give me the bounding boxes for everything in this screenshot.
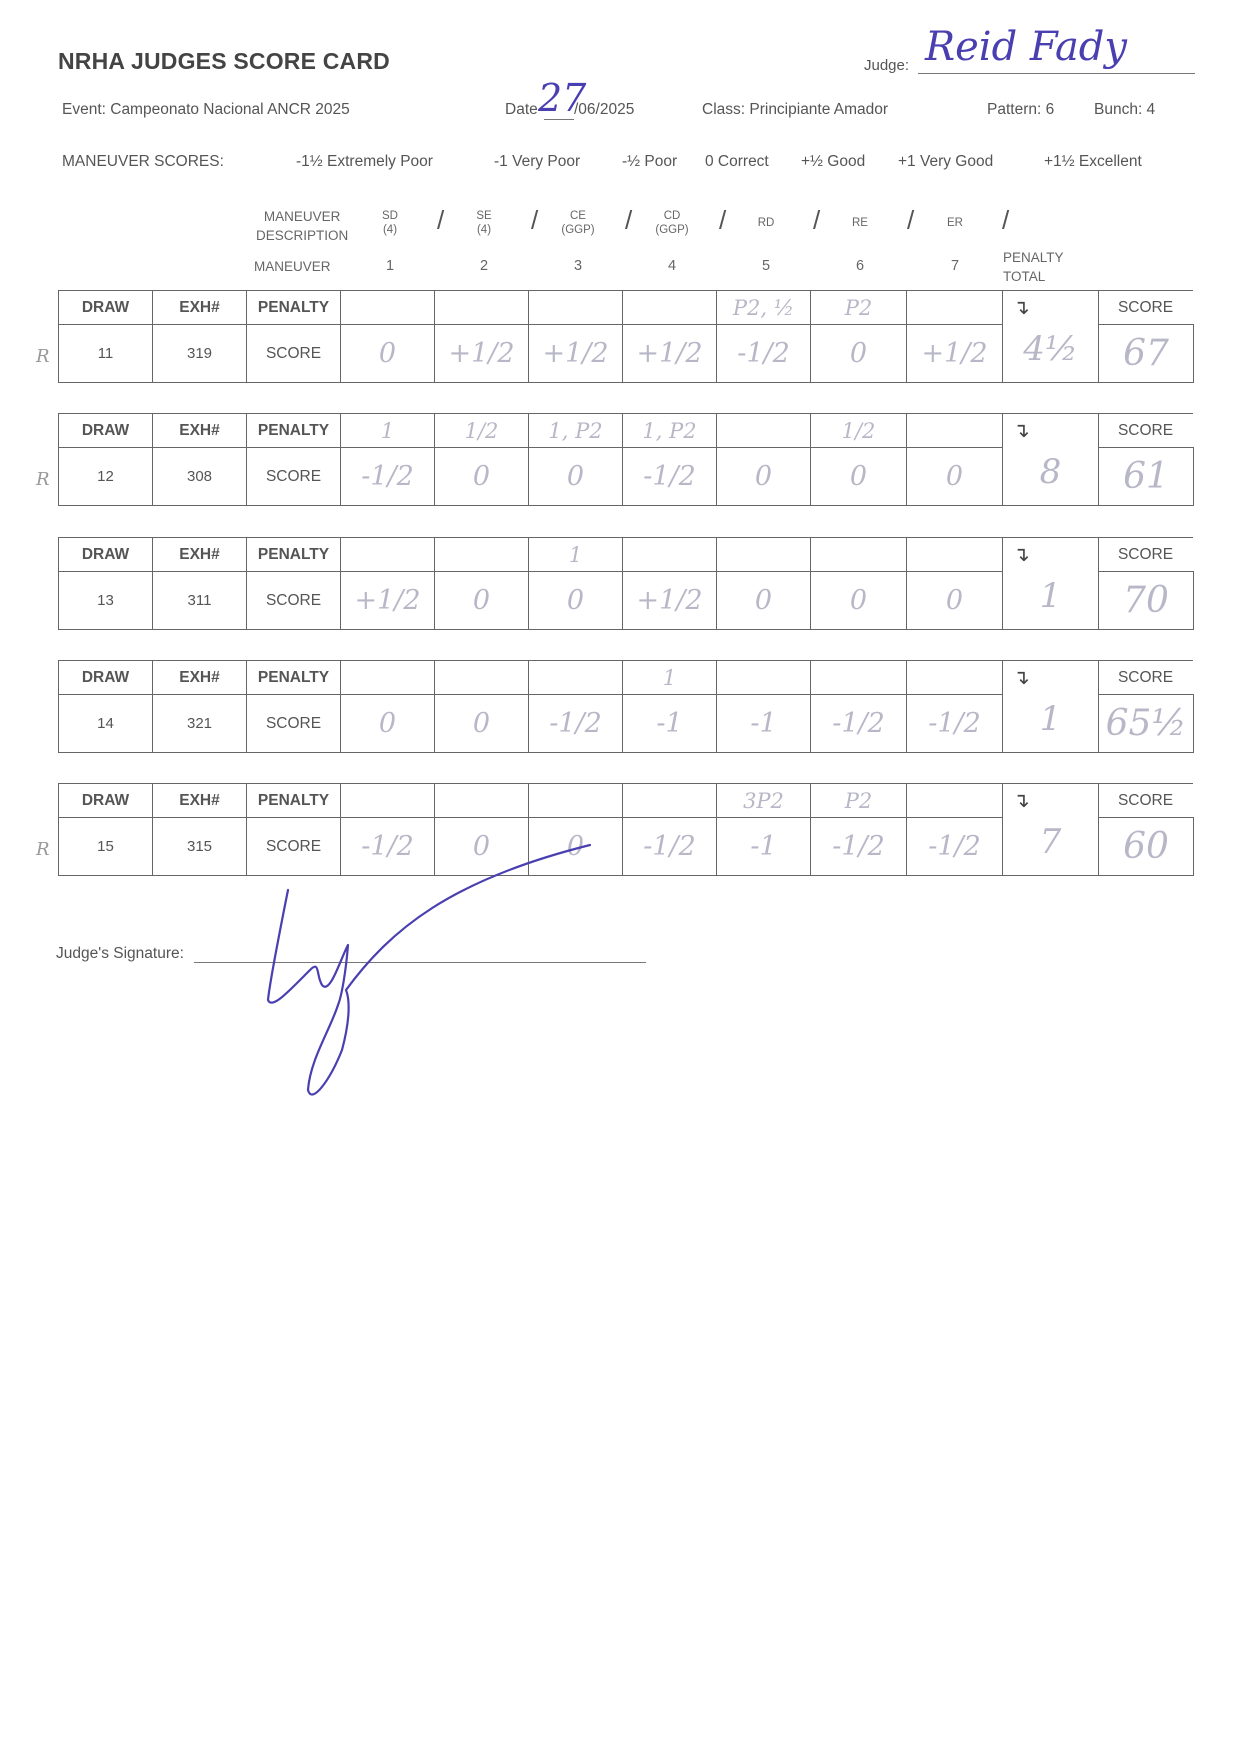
exh-value — [152, 447, 247, 506]
draw-header — [58, 413, 153, 448]
description-separator: / — [625, 205, 633, 235]
exh-value-text: 308 — [186, 468, 213, 485]
penalty-cell-maneuver-7 — [906, 290, 1003, 325]
penalty-total-cell — [1002, 783, 1099, 876]
penalty-cell-maneuver-7 — [906, 413, 1003, 448]
score-cell-maneuver-3-text: 0 — [566, 461, 585, 492]
score-cell-maneuver-1-text: -1/2 — [361, 461, 414, 492]
draw-header-text: DRAW — [81, 421, 130, 439]
score-cell-maneuver-2-text: 0 — [472, 585, 491, 616]
score-cell-maneuver-4-text: -1/2 — [643, 461, 696, 492]
exh-value-text: 311 — [187, 592, 212, 609]
penalty-cell-maneuver-5 — [716, 290, 811, 325]
exh-value-text: 321 — [186, 715, 213, 732]
score-cell-maneuver-4 — [622, 571, 717, 630]
exh-value-text: 315 — [186, 838, 213, 855]
penalty-cell-maneuver-1-text: 1 — [380, 418, 395, 443]
score-cell-maneuver-3-text: +1/2 — [542, 338, 609, 369]
side-margin-mark: R — [36, 469, 50, 490]
penalty-header — [246, 537, 341, 572]
score-cell-maneuver-6 — [810, 324, 907, 383]
maneuver-description-label: MANEUVER DESCRIPTION — [256, 209, 349, 243]
description-separator: / — [813, 205, 821, 235]
score-cell-maneuver-5-text: 0 — [754, 585, 773, 616]
score-cell-maneuver-4-text: +1/2 — [636, 338, 703, 369]
score-row-label — [246, 447, 341, 506]
score-cell-maneuver-5-text: -1 — [750, 831, 777, 862]
entry-block — [58, 660, 1193, 753]
penalty-cell-maneuver-5 — [716, 537, 811, 572]
maneuver-label: MANEUVER — [254, 259, 331, 274]
penalty-header — [246, 290, 341, 325]
maneuver-number-3: 3 — [573, 258, 583, 274]
score-cell-maneuver-5 — [716, 817, 811, 876]
penalty-cell-maneuver-4 — [622, 290, 717, 325]
penalty-cell-maneuver-6 — [810, 413, 907, 448]
draw-header — [58, 537, 153, 572]
score-cell-maneuver-4-text: -1/2 — [643, 831, 696, 862]
final-score-label: SCORE — [1098, 783, 1193, 817]
score-cell-maneuver-7-text: 0 — [945, 461, 964, 492]
maneuver-description-2 — [454, 209, 514, 237]
judge-name-handwritten: Reid Fady — [925, 24, 1127, 70]
draw-value-text: 14 — [97, 715, 114, 732]
scale-excellent: +1½ Excellent — [1044, 153, 1142, 170]
draw-header-text: DRAW — [81, 668, 130, 686]
draw-header-text: DRAW — [81, 298, 130, 316]
penalty-cell-maneuver-3 — [528, 660, 623, 695]
score-cell-maneuver-4 — [622, 694, 717, 753]
penalty-cell-maneuver-6 — [810, 537, 907, 572]
final-score-cell — [1098, 694, 1194, 753]
draw-value — [58, 324, 153, 383]
score-row-label-text: SCORE — [265, 591, 322, 609]
exh-value — [152, 571, 247, 630]
draw-header-text: DRAW — [81, 791, 130, 809]
score-cell-maneuver-1-text: 0 — [378, 338, 397, 369]
penalty-header-text: PENALTY — [257, 545, 330, 563]
penalty-total-value: 4½ — [1023, 329, 1078, 369]
score-cell-maneuver-5 — [716, 571, 811, 630]
score-cell-maneuver-7 — [906, 324, 1003, 383]
scale-extremely-poor: -1½ Extremely Poor — [296, 153, 433, 170]
draw-value — [58, 817, 153, 876]
penalty-cell-maneuver-5-text: P2, ½ — [732, 295, 795, 320]
maneuver-number-7: 7 — [950, 258, 960, 274]
maneuver-code: CE — [570, 210, 586, 222]
score-cell-maneuver-1 — [340, 694, 435, 753]
score-cell-maneuver-2 — [434, 571, 529, 630]
score-cell-maneuver-2-text: +1/2 — [448, 338, 515, 369]
score-cell-maneuver-3 — [528, 571, 623, 630]
score-cell-maneuver-4 — [622, 447, 717, 506]
score-cell-maneuver-2 — [434, 324, 529, 383]
penalty-cell-maneuver-1 — [340, 290, 435, 325]
maneuver-code: SE — [476, 210, 492, 222]
description-separator: / — [1002, 205, 1010, 235]
penalty-cell-maneuver-3-text: 1 — [568, 542, 583, 567]
penalty-cell-maneuver-3 — [528, 783, 623, 818]
final-score-cell-text: 60 — [1123, 826, 1169, 867]
exh-header — [152, 660, 247, 695]
penalty-cell-maneuver-2 — [434, 537, 529, 572]
penalty-cell-maneuver-5 — [716, 413, 811, 448]
penalty-cell-maneuver-3 — [528, 537, 623, 572]
penalty-cell-maneuver-2 — [434, 413, 529, 448]
maneuver-code-detail: (GGP) — [561, 224, 595, 236]
penalty-cell-maneuver-4 — [622, 413, 717, 448]
score-cell-maneuver-6-text: 0 — [849, 461, 868, 492]
penalty-total-value: 1 — [1039, 576, 1062, 616]
description-separator: / — [907, 205, 915, 235]
score-cell-maneuver-5 — [716, 447, 811, 506]
maneuver-number-5: 5 — [761, 258, 771, 274]
maneuver-number-6: 6 — [855, 258, 865, 274]
score-cell-maneuver-7-text: -1/2 — [928, 708, 981, 739]
penalty-cell-maneuver-2-text: 1/2 — [464, 418, 499, 443]
score-row-label — [246, 571, 341, 630]
maneuver-code: SD — [382, 210, 398, 222]
score-row-label-text: SCORE — [265, 467, 322, 485]
score-cell-maneuver-5-text: -1/2 — [737, 338, 790, 369]
draw-value-text: 13 — [97, 592, 114, 609]
exh-header — [152, 537, 247, 572]
score-cell-maneuver-4 — [622, 817, 717, 876]
exh-header — [152, 783, 247, 818]
description-separator: / — [437, 205, 445, 235]
score-cell-maneuver-3 — [528, 324, 623, 383]
score-cell-maneuver-6-text: 0 — [849, 585, 868, 616]
penalty-total-value: 7 — [1039, 822, 1062, 862]
description-separator: / — [531, 205, 539, 235]
draw-header — [58, 783, 153, 818]
draw-header — [58, 290, 153, 325]
score-cell-maneuver-1 — [340, 447, 435, 506]
penalty-cell-maneuver-4-text: 1 — [662, 665, 677, 690]
turn-arrow-icon: ↴ — [1013, 420, 1030, 442]
penalty-header — [246, 783, 341, 818]
penalty-cell-maneuver-6 — [810, 290, 907, 325]
penalty-cell-maneuver-1 — [340, 537, 435, 572]
event-name: Event: Campeonato Nacional ANCR 2025 — [62, 101, 350, 118]
score-cell-maneuver-1-text: 0 — [378, 708, 397, 739]
card-title: NRHA JUDGES SCORE CARD — [58, 48, 390, 74]
penalty-cell-maneuver-2 — [434, 783, 529, 818]
score-cell-maneuver-1 — [340, 571, 435, 630]
penalty-cell-maneuver-4 — [622, 660, 717, 695]
draw-header-text: DRAW — [81, 545, 130, 563]
score-cell-maneuver-4-text: +1/2 — [636, 585, 703, 616]
penalty-total-cell — [1002, 537, 1099, 630]
draw-value — [58, 571, 153, 630]
exh-value — [152, 817, 247, 876]
score-cell-maneuver-2 — [434, 447, 529, 506]
pattern-number: Pattern: 6 — [987, 101, 1055, 118]
exh-header — [152, 413, 247, 448]
maneuver-code-detail: (4) — [382, 224, 398, 236]
penalty-header — [246, 660, 341, 695]
maneuver-number-1: 1 — [385, 258, 395, 274]
score-cell-maneuver-6 — [810, 447, 907, 506]
score-cell-maneuver-3-text: -1/2 — [549, 708, 602, 739]
penalty-cell-maneuver-4-text: 1, P2 — [642, 418, 697, 443]
score-row-label-text: SCORE — [265, 837, 322, 855]
exh-header-text: EXH# — [179, 298, 220, 316]
exh-header-text: EXH# — [179, 421, 220, 439]
date-day-handwritten: 27 — [538, 76, 587, 120]
maneuver-number-4: 4 — [667, 258, 677, 274]
final-score-cell — [1098, 447, 1194, 506]
turn-arrow-icon: ↴ — [1013, 544, 1030, 566]
maneuver-code: ER — [947, 217, 963, 229]
score-cell-maneuver-7 — [906, 694, 1003, 753]
maneuver-scores-label: MANEUVER SCORES: — [62, 153, 224, 170]
final-score-cell — [1098, 571, 1194, 630]
maneuver-number-2: 2 — [479, 258, 489, 274]
score-cell-maneuver-2-text: 0 — [472, 708, 491, 739]
maneuver-code-detail: (4) — [476, 224, 492, 236]
maneuver-description-7 — [925, 216, 985, 230]
penalty-cell-maneuver-7 — [906, 783, 1003, 818]
entry-block — [36, 413, 1193, 506]
final-score-label: SCORE — [1098, 290, 1193, 324]
score-cell-maneuver-1-text: +1/2 — [354, 585, 421, 616]
maneuver-code: RE — [852, 217, 868, 229]
score-cell-maneuver-3-text: 0 — [566, 831, 585, 862]
side-margin-mark: R — [36, 839, 50, 860]
exh-header — [152, 290, 247, 325]
score-cell-maneuver-4-text: -1 — [656, 708, 683, 739]
penalty-cell-maneuver-5-text: 3P2 — [743, 788, 784, 813]
final-score-cell — [1098, 324, 1194, 383]
score-cell-maneuver-6-text: 0 — [849, 338, 868, 369]
maneuver-description-3 — [548, 209, 608, 237]
score-cell-maneuver-6 — [810, 694, 907, 753]
score-cell-maneuver-1 — [340, 324, 435, 383]
scale-good: +½ Good — [801, 153, 866, 170]
score-cell-maneuver-6-text: -1/2 — [832, 831, 885, 862]
turn-arrow-icon: ↴ — [1013, 667, 1030, 689]
draw-value — [58, 694, 153, 753]
scale-very-good: +1 Very Good — [898, 153, 994, 170]
final-score-cell-text: 70 — [1123, 580, 1169, 621]
entry-block — [36, 290, 1193, 383]
judge-line — [918, 73, 1195, 74]
penalty-cell-maneuver-4 — [622, 783, 717, 818]
penalty-cell-maneuver-2 — [434, 660, 529, 695]
penalty-cell-maneuver-2 — [434, 290, 529, 325]
draw-value-text: 11 — [97, 345, 114, 362]
penalty-cell-maneuver-6 — [810, 660, 907, 695]
penalty-header-text: PENALTY — [257, 298, 330, 316]
draw-header — [58, 660, 153, 695]
entry-block — [58, 537, 1193, 630]
entry-block — [36, 783, 1193, 876]
penalty-cell-maneuver-3 — [528, 290, 623, 325]
scale-very-poor: -1 Very Poor — [494, 153, 581, 170]
turn-arrow-icon: ↴ — [1013, 297, 1030, 319]
scale-poor: -½ Poor — [622, 153, 678, 170]
score-cell-maneuver-7-text: 0 — [945, 585, 964, 616]
penalty-header — [246, 413, 341, 448]
penalty-cell-maneuver-6-text: P2 — [844, 295, 873, 320]
final-score-cell-text: 67 — [1123, 333, 1169, 374]
penalty-cell-maneuver-1 — [340, 783, 435, 818]
penalty-cell-maneuver-7 — [906, 660, 1003, 695]
penalty-cell-maneuver-5 — [716, 783, 811, 818]
score-cell-maneuver-3-text: 0 — [566, 585, 585, 616]
score-cell-maneuver-2 — [434, 694, 529, 753]
score-cell-maneuver-5 — [716, 694, 811, 753]
penalty-cell-maneuver-6-text: 1/2 — [841, 418, 876, 443]
score-cell-maneuver-2-text: 0 — [472, 461, 491, 492]
maneuver-code: RD — [757, 217, 775, 229]
penalty-cell-maneuver-1 — [340, 413, 435, 448]
penalty-cell-maneuver-1 — [340, 660, 435, 695]
final-score-cell-text: 65½ — [1105, 703, 1187, 744]
score-cell-maneuver-2-text: 0 — [472, 831, 491, 862]
description-separator: / — [719, 205, 727, 235]
score-cell-maneuver-7 — [906, 817, 1003, 876]
exh-value — [152, 694, 247, 753]
final-score-cell-text: 61 — [1123, 456, 1169, 497]
penalty-header-text: PENALTY — [257, 791, 330, 809]
penalty-total-label: PENALTY TOTAL — [1003, 250, 1064, 284]
maneuver-description-1 — [360, 209, 420, 237]
date-month-year: /06/2025 — [574, 101, 635, 118]
judge-signature-scribble — [250, 820, 610, 1110]
scale-correct: 0 Correct — [705, 153, 769, 170]
maneuver-description-4 — [642, 209, 702, 237]
score-cell-maneuver-5-text: 0 — [754, 461, 773, 492]
final-score-label: SCORE — [1098, 660, 1193, 694]
penalty-cell-maneuver-5 — [716, 660, 811, 695]
score-cell-maneuver-5-text: -1 — [750, 708, 777, 739]
penalty-cell-maneuver-6 — [810, 783, 907, 818]
date-label: Date — [505, 101, 538, 118]
turn-arrow-icon: ↴ — [1013, 790, 1030, 812]
score-row-label — [246, 324, 341, 383]
score-cell-maneuver-6 — [810, 817, 907, 876]
penalty-total-cell — [1002, 290, 1099, 383]
exh-value — [152, 324, 247, 383]
score-cell-maneuver-7 — [906, 571, 1003, 630]
exh-header-text: EXH# — [179, 668, 220, 686]
penalty-cell-maneuver-3 — [528, 413, 623, 448]
score-cell-maneuver-3 — [528, 694, 623, 753]
penalty-cell-maneuver-4 — [622, 537, 717, 572]
penalty-cell-maneuver-7 — [906, 537, 1003, 572]
draw-value — [58, 447, 153, 506]
maneuver-code-detail: (GGP) — [655, 224, 689, 236]
score-cell-maneuver-7 — [906, 447, 1003, 506]
class-name: Class: Principiante Amador — [702, 101, 889, 118]
penalty-cell-maneuver-6-text: P2 — [844, 788, 873, 813]
exh-value-text: 319 — [186, 345, 213, 362]
score-cell-maneuver-1-text: -1/2 — [361, 831, 414, 862]
maneuver-code: CD — [663, 210, 681, 222]
penalty-cell-maneuver-3-text: 1, P2 — [548, 418, 603, 443]
maneuver-description-5 — [736, 216, 796, 230]
score-cell-maneuver-7-text: +1/2 — [921, 338, 988, 369]
penalty-total-cell — [1002, 660, 1099, 753]
penalty-total-cell — [1002, 413, 1099, 506]
signature-label: Judge's Signature: — [56, 945, 184, 962]
draw-value-text: 12 — [97, 468, 114, 485]
score-cell-maneuver-3 — [528, 447, 623, 506]
score-row-label-text: SCORE — [265, 344, 322, 362]
final-score-cell — [1098, 817, 1194, 876]
penalty-total-value: 8 — [1039, 452, 1062, 492]
draw-value-text: 15 — [97, 838, 114, 855]
score-cell-maneuver-5 — [716, 324, 811, 383]
final-score-label: SCORE — [1098, 537, 1193, 571]
penalty-total-value: 1 — [1039, 699, 1062, 739]
final-score-label: SCORE — [1098, 413, 1193, 447]
side-margin-mark: R — [36, 346, 50, 367]
penalty-header-text: PENALTY — [257, 668, 330, 686]
score-row-label — [246, 694, 341, 753]
exh-header-text: EXH# — [179, 791, 220, 809]
judge-label: Judge: — [864, 57, 910, 74]
score-cell-maneuver-4 — [622, 324, 717, 383]
score-cell-maneuver-7-text: -1/2 — [928, 831, 981, 862]
score-row-label-text: SCORE — [265, 714, 322, 732]
score-cell-maneuver-6 — [810, 571, 907, 630]
exh-header-text: EXH# — [179, 545, 220, 563]
bunch-number: Bunch: 4 — [1094, 101, 1156, 118]
score-cell-maneuver-6-text: -1/2 — [832, 708, 885, 739]
penalty-header-text: PENALTY — [257, 421, 330, 439]
maneuver-description-6 — [830, 216, 890, 230]
